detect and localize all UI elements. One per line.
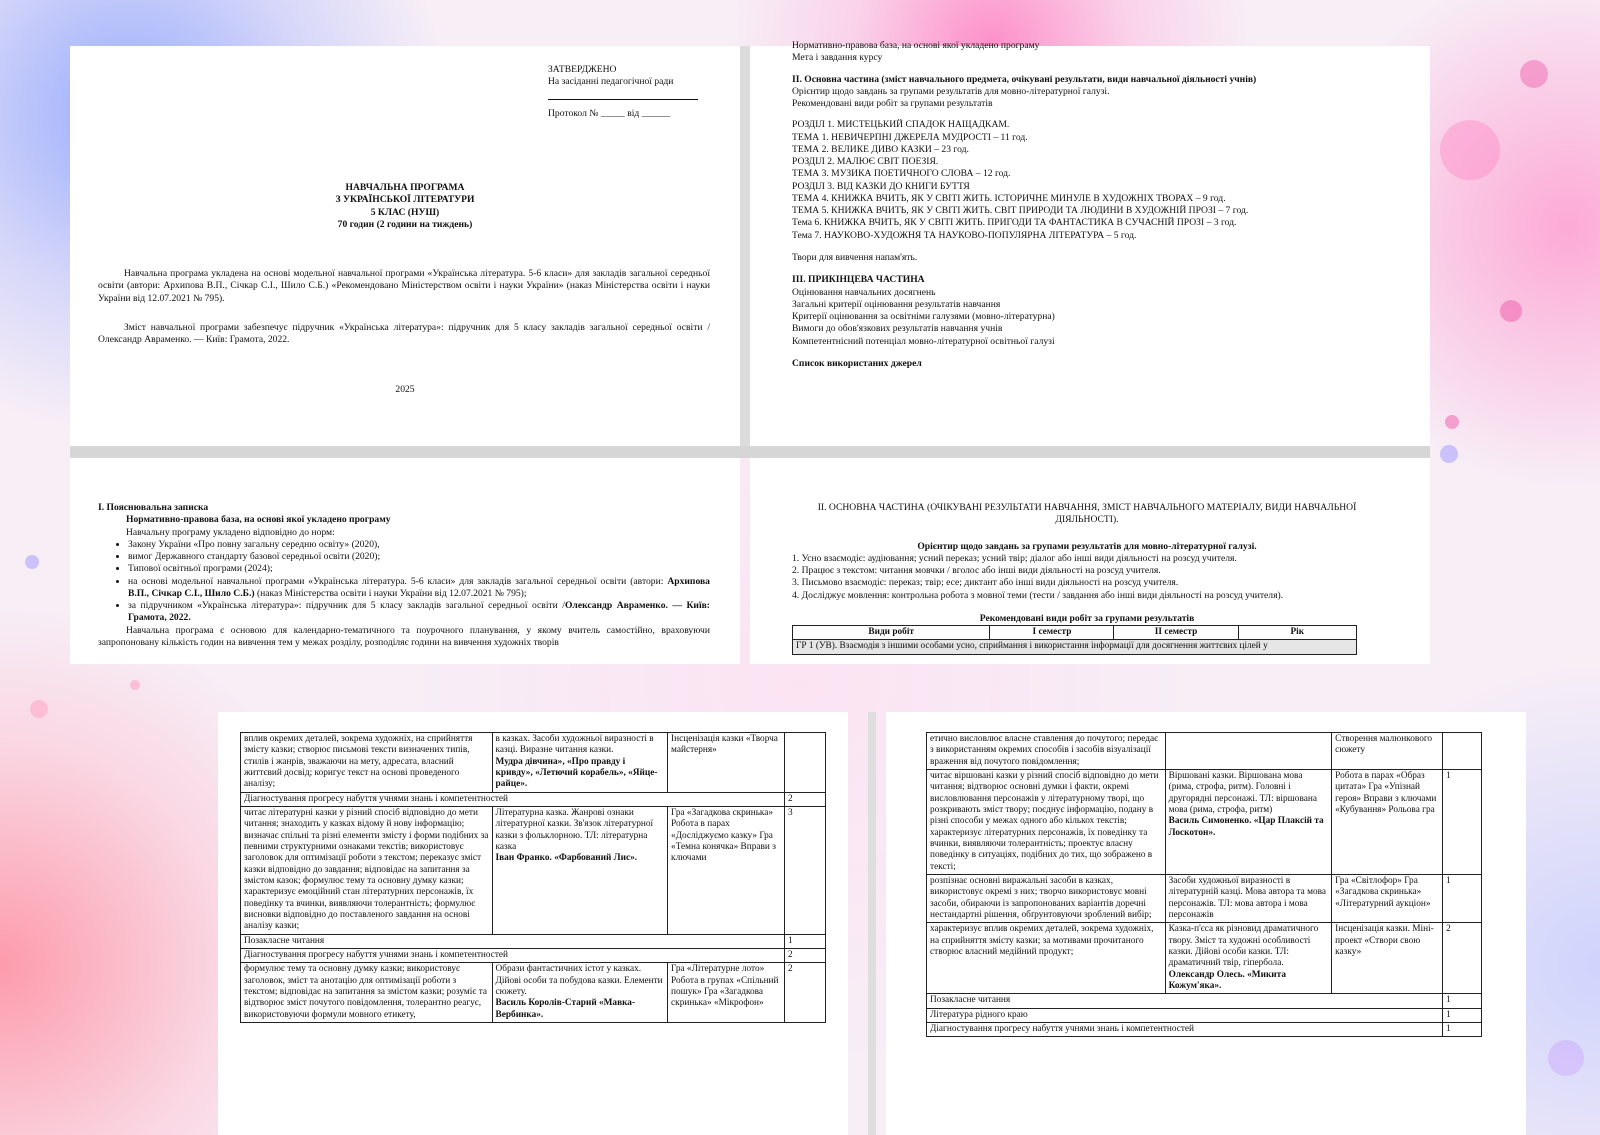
table-row [927, 733, 1482, 770]
decor-bubble [1500, 300, 1522, 322]
table-row [927, 994, 1482, 1008]
table-row [927, 1022, 1482, 1036]
activity-cell: Інсценізація казки. Міні-проект «Створи свою казку» [1332, 923, 1443, 994]
content-cell [1165, 733, 1332, 770]
hours-cell: 1 [1443, 1008, 1482, 1022]
intro-paragraph: Навчальна програма укладена на основі модельної навчальної програми «Українська література. 5-6 класи» для закладів загальної середньої освіти (автори: Архипова В.П., Січкар С.І., Шило С.Б.) «Рекомендовано Міністерством освіти і науки України» (наказ Міністерства освіти і науки України від 12.07.2021 № 795). [98, 268, 710, 304]
title-line: 5 КЛАС (НУШ) [370, 206, 440, 218]
content-text: в казках. Засоби художньої виразності в казці. Виразне читання казки. [495, 734, 654, 756]
orient-item: 2. Працює з текстом: читання мовчки / вголос або інші види діяльності на розсуд учителя. [792, 565, 1161, 577]
lesson-table-right [926, 732, 1482, 1037]
memorize-line: Твори для вивчення напам'ять. [792, 251, 918, 263]
content-cell [1165, 923, 1332, 994]
col-header: І семестр [990, 626, 1114, 640]
signature-line [548, 99, 698, 100]
topic-item: РОЗДІЛ 1. МИСТЕЦЬКИЙ СПАДОК НАЩАДКАМ. [792, 119, 1010, 131]
topic-item: ТЕМА 2. ВЕЛИКЕ ДИВО КАЗКИ – 23 год. [792, 143, 969, 155]
title-line: З УКРАЇНСЬКОЇ ЛІТЕРАТУРИ [335, 194, 475, 206]
topic-item: ТЕМА 3. МУЗИКА ПОЕТИЧНОГО СЛОВА – 12 год. [792, 168, 1011, 180]
diagnostics-cell: Діагностування прогресу набуття учнями знань і компетентностей [241, 792, 785, 806]
references-title: Список використаних джерел [792, 357, 922, 369]
decor-bubble [1440, 120, 1500, 180]
activity-cell: Робота в парах «Образ цитата» Гра «Упізнай героя» Вправи з ключами «Кубування» Рольова гра [1332, 769, 1443, 874]
activity-cell: Гра «Загадкова скринька» Робота в парах «Досліджуємо казку» Гра «Темна конячка» Вправи з ключами [668, 806, 785, 934]
topic-item: РОЗДІЛ 3. ВІД КАЗКИ ДО КНИГИ БУТТЯ [792, 180, 970, 192]
content-cell: Засоби художньої виразності в літературній казці. Мова автора та мова персонажів. ТЛ: мова автора і мова персонажів [1165, 874, 1332, 922]
doc-page-main-part [750, 458, 1430, 664]
page-divider [70, 446, 1430, 458]
main-part-heading: II. ОСНОВНА ЧАСТИНА (ОЧІКУВАНІ РЕЗУЛЬТАТИ НАВЧАННЯ, ЗМІСТ НАВЧАЛЬНОГО МАТЕРІАЛУ, ВИДИ НАВЧАЛЬНОЇ ДІЯЛЬНОСТІ). [817, 502, 1357, 526]
final-list [792, 287, 1412, 348]
results-cell: читає віршовані казки у різний спосіб відповідно до мети читання; відтворює основні думки і факти, окремі висловлювання персонажів у літературному творі, що розкривають зміст твору; поєднує інформацію, подану в різні способи у межах одного або кількох текстів; характеризує літературних персонажів, їх поведінку та вчинки, виявляючи толерантність; проектує власну поведінку в ситуаціях, подібних до тих, що зображено в тексті; [927, 769, 1166, 874]
activity-cell: Гра «Світлофор» Гра «Загадкова скринька» «Літературний аукціон» [1332, 874, 1443, 922]
norm-item [128, 576, 710, 601]
decor-bubble [25, 555, 39, 569]
extra-reading-cell: Позакласне читання [927, 994, 1443, 1008]
col-header: Рік [1238, 626, 1356, 640]
col-header: ІІ семестр [1114, 626, 1238, 640]
doc-page-table-left [218, 712, 848, 1135]
norm-text: за підручником «Українська література»: підручник для 5 класу закладів загальної середньої освіти / [128, 600, 565, 612]
norm-item: • Закону України «Про повну загальну середню освіту» (2020), [128, 539, 710, 551]
results-cell: вплив окремих деталей, зокрема художніх, на сприйняття змісту казки; створює письмові тексти визначених типів, стилів і жанрів, зважаючи на мету, адресата, власний життєвий досвід; коригує текст на основі проведеного аналізу; [241, 733, 493, 793]
topic-item: ТЕМА 4. КНИЖКА ВЧИТЬ, ЯК У СВІТІ ЖИТЬ. ІСТОРИЧНЕ МИНУЛЕ В ХУДОЖНІХ ТВОРАХ – 9 год. [792, 192, 1226, 204]
hours-cell [785, 733, 826, 793]
final-item: Критерії оцінювання за освітніми галузями (мовно-літературна) [792, 311, 1055, 323]
title-line: НАВЧАЛЬНА ПРОГРАМА [345, 182, 465, 193]
page-divider [740, 46, 750, 446]
hours-cell: 1 [1443, 1022, 1482, 1036]
decor-bubble [1548, 1040, 1584, 1076]
norm-textbook: Олександр Авраменко. — Київ: Грамота, 2022. [128, 600, 710, 624]
hours-cell: 2 [785, 948, 826, 962]
work-title: Іван Франко. «Фарбований Лис». [495, 853, 638, 864]
table-row: ГР 1 (УВ). Взаємодія з іншими особами усно, сприймання і використання інформації для досягнення життєвих цілей у [793, 640, 1357, 654]
cut-line: Нормативно-правова база, на основі якої укладено програму [792, 40, 1040, 51]
orient-item: 3. Письмово взаємодіє: переказ; твір; есе; диктант або інші види діяльності на розсуд учителя. [792, 577, 1179, 589]
hours-cell: 2 [785, 792, 826, 806]
lesson-table-left [240, 732, 826, 1023]
table-row [927, 769, 1482, 874]
legal-base-heading: Нормативно-правова база, на основі якої укладено програму [126, 514, 391, 526]
orient-line: Орієнтир щодо завдань за групами результатів для мовно-літературної галузі. [792, 85, 1110, 97]
table-row [241, 806, 826, 934]
orient-item: 4. Досліджує мовлення: контрольна робота з мовної теми (тести / завдання або інші види діяльності на розсуд учителя). [792, 589, 1284, 601]
local-literature-cell: Література рідного краю [927, 1008, 1443, 1022]
doc-page-explanatory [70, 458, 740, 664]
decor-bubble [1445, 415, 1459, 429]
table-row [241, 963, 826, 1023]
topic-item: Тема 7. НАУКОВО-ХУДОЖНЯ ТА НАУКОВО-ПОПУЛЯРНА ЛІТЕРАТУРА – 5 год. [792, 229, 1137, 241]
final-item: Компетентнісний потенціал мовно-літературної освітньої галузі [792, 335, 1055, 347]
topic-item: ТЕМА 5. КНИЖКА ВЧИТЬ, ЯК У СВІТІ ЖИТЬ. СВІТ ПРИРОДИ ТА ЛЮДИНИ В ХУДОЖНІЙ ПРОЗІ – 7 год. [792, 205, 1249, 217]
orient-heading: Орієнтир щодо завдань за групами результатів для мовно-літературної галузі. [917, 540, 1257, 552]
final-item: Оцінювання навчальних досягнень [792, 286, 936, 298]
results-cell: формулює тему та основну думку казки; використовує заголовок, зміст та анотацію для оптимізації роботи з текстом; відповідає на запитання за змістом казки; розуміє та відтворює зміст почутого повідомлення, толерантно реагує, використовуючи формули мовного етикету, [241, 963, 493, 1023]
approve-title: ЗАТВЕРДЖЕНО [548, 64, 617, 75]
works-table [792, 625, 1357, 655]
hours-cell: 1 [1443, 874, 1482, 922]
topic-item: Тема 6. КНИЖКА ВЧИТЬ, ЯК У СВІТІ ЖИТЬ. ПРИГОДИ ТА ФАНТАСТИКА В СУЧАСНІЙ ПРОЗІ – 3 год. [792, 217, 1237, 229]
orient-item: 1. Усно взаємодіє: аудіювання; усний переказ; усний твір; діалог або інші види діяльності на розсуд учителя. [792, 552, 1237, 564]
results-cell: розпізнає основні виражальні засоби в казках, використовує окремі з них; творчо використовує мовні засоби, обираючи із запропонованих варіантів доречні нестандартні рішення, обґрунтовуючи зроблений вибір; [927, 874, 1166, 922]
planning-paragraph: Навчальна програма є основою для календарно-тематичного та поурочного планування, у якому вчитель самостійно, враховуючи запропоновану кількість годин на вивчення тем у межах розділу, розподіляє години на вивчення художніх творів [98, 624, 710, 648]
content-text: Казка-п'єса як різновид драматичного твору. Зміст та художні особливості казки. Дійові особи казки. ТЛ: драматичний твір, гіпербола. [1168, 924, 1319, 969]
hours-cell: 1 [785, 934, 826, 948]
explanatory-heading: I. Пояснювальна записка [98, 502, 209, 513]
work-title: Олександр Олесь. «Микита Кожум'яка». [1168, 969, 1286, 991]
final-item: Вимоги до обов'язкових результатів навчання учнів [792, 323, 1003, 335]
table-row [241, 934, 826, 948]
topic-item: РОЗДІЛ 2. МАЛЮЄ СВІТ ПОЕЗІЯ. [792, 156, 939, 168]
year: 2025 [395, 384, 415, 395]
hours-cell: 2 [785, 963, 826, 1023]
norm-item [128, 600, 710, 625]
work-title: Мудра дівчина», «Про правду і кривду», «Летючий корабель», «Яйце-райце». [495, 756, 658, 790]
diagnostics-cell: Діагностування прогресу набуття учнями знань і компетентностей [241, 948, 785, 962]
doc-page-contents [750, 40, 1430, 446]
diagnostics-cell: Діагностування прогресу набуття учнями знань і компетентностей [927, 1022, 1443, 1036]
table-row [241, 792, 826, 806]
decor-bubble [1440, 445, 1458, 463]
approval-block [548, 64, 728, 120]
content-cell [492, 733, 668, 793]
decor-bubble [30, 700, 48, 718]
doc-page-title [70, 46, 740, 446]
recommend-line: Рекомендовані види робіт за групами результатів [792, 98, 993, 110]
results-cell: характеризує вплив окремих деталей, зокрема художніх, на сприйняття змісту казки; за мотивами прочитаного створює власний медійний продукт; [927, 923, 1166, 994]
table-row [241, 948, 826, 962]
norm-authors: Архипова В.П., Січкар С.І., Шило С.Б.) [128, 575, 710, 599]
final-item: Загальні критерії оцінювання результатів навчання [792, 298, 1001, 310]
program-title [70, 182, 740, 231]
norm-item: • Типової освітньої програми (2024); [128, 563, 710, 575]
doc-page-table-right [886, 712, 1526, 1135]
hours-cell: 3 [785, 806, 826, 934]
decor-bubble [130, 680, 140, 690]
work-title: Василь Симоненко. «Цар Плаксій та Лоскотон». [1168, 816, 1324, 838]
hours-cell [1443, 733, 1482, 770]
activity-cell: Створення малюнкового сюжету [1332, 733, 1443, 770]
hours-cell: 1 [1443, 994, 1482, 1008]
norm-text: на основі модельної навчальної програми «Українська література. 5-6 класи» для закладів загальної середньої освіти (автори: [128, 575, 664, 587]
page-divider [868, 712, 876, 1135]
work-title: Василь Королів-Старий «Мавка-Вербинка». [495, 998, 636, 1020]
norms-intro: Навчальну програму укладено відповідно до норм: [126, 526, 335, 538]
activity-cell: Гра «Літературне лото» Робота в групах «Спільний пошук» Гра «Загадкова скринька» «Мікрофон» [668, 963, 785, 1023]
hours-cell: 1 [1443, 769, 1482, 874]
decor-bubble [1520, 60, 1548, 88]
norm-text: (наказ Міністерства освіти і науки України від 12.07.2021 № 795); [256, 587, 527, 599]
col-header: Види робіт [793, 626, 990, 640]
activity-cell: Інсценізація казки «Творча майстерня» [668, 733, 785, 793]
topic-item: ТЕМА 1. НЕВИЧЕРПНІ ДЖЕРЕЛА МУДРОСТІ – 11 год. [792, 131, 1028, 143]
hours-cell: 2 [1443, 923, 1482, 994]
table-row [927, 874, 1482, 922]
norms-list [98, 539, 710, 625]
table-row [241, 733, 826, 793]
content-text: Образи фантастичних істот у казках. Дійові особи та побудова казки. Елементи сюжету. [495, 964, 663, 997]
results-cell: читає літературні казки у різний спосіб відповідно до мети читання; знаходить у казках відому й нову інформацію; визначає спільні та різні елементи змісту і форми подібних за певними структурними ознаками текстів; використовує заголовок для оптимізації роботи з текстом; переказує зміст казки відповідно до завдання; відповідає на запитання за змістом казок; формулює тему та основну думку казки; характеризує емоційний стан літературних персонажів, їх поведінку та вчинки, виявляючи толерантність; формулює висновки відповідно до поставленого завдання на основі аналізу казки; [241, 806, 493, 934]
content-text: Літературна казка. Жанрові ознаки літературної казки. Зв'язок літературної казки з фольклорною. ТЛ: літературна казка [495, 807, 654, 852]
content-cell [492, 963, 668, 1023]
table-row [927, 923, 1482, 994]
content-cell [492, 806, 668, 934]
approve-line: На засіданні педагогічної ради [548, 76, 674, 88]
content-cell [1165, 769, 1332, 874]
works-table-title: Рекомендовані види робіт за групами результатів [979, 612, 1195, 624]
section-3-title: III. ПРИКІНЦЕВА ЧАСТИНА [792, 274, 925, 286]
norm-item: • вимог Державного стандарту базової середньої освіти (2020); [128, 551, 710, 563]
textbook-paragraph: Зміст навчальної програми забезпечує підручник «Українська література»: підручник для 5 класу закладів загальної середньої освіти /Олександр Авраменко. — Київ: Грамота, 2022. [98, 322, 710, 346]
content-text: Віршовані казки. Віршована мова (рима, строфа, ритм). Головні і другорядні персонажі. ТЛ: віршована мова (рима, строфа, ритм) [1168, 770, 1317, 815]
topics-list [792, 119, 1412, 242]
table-row [927, 1008, 1482, 1022]
goal-line: Мета і завдання курсу [792, 52, 883, 64]
results-cell: етично висловлює власне ставлення до почутого; передає з використанням окремих способів і засобів візуалізації враження від почутого повідомлення; [927, 733, 1166, 770]
title-line: 70 годин (2 години на тиждень) [337, 218, 473, 230]
extra-reading-cell: Позакласне читання [241, 934, 785, 948]
section-2-title: II. Основна частина (зміст навчального предмета, очікувані результати, види навчальної діяльності учнів) [792, 73, 1257, 85]
protocol-line: Протокол № _____ від ______ [548, 107, 671, 119]
